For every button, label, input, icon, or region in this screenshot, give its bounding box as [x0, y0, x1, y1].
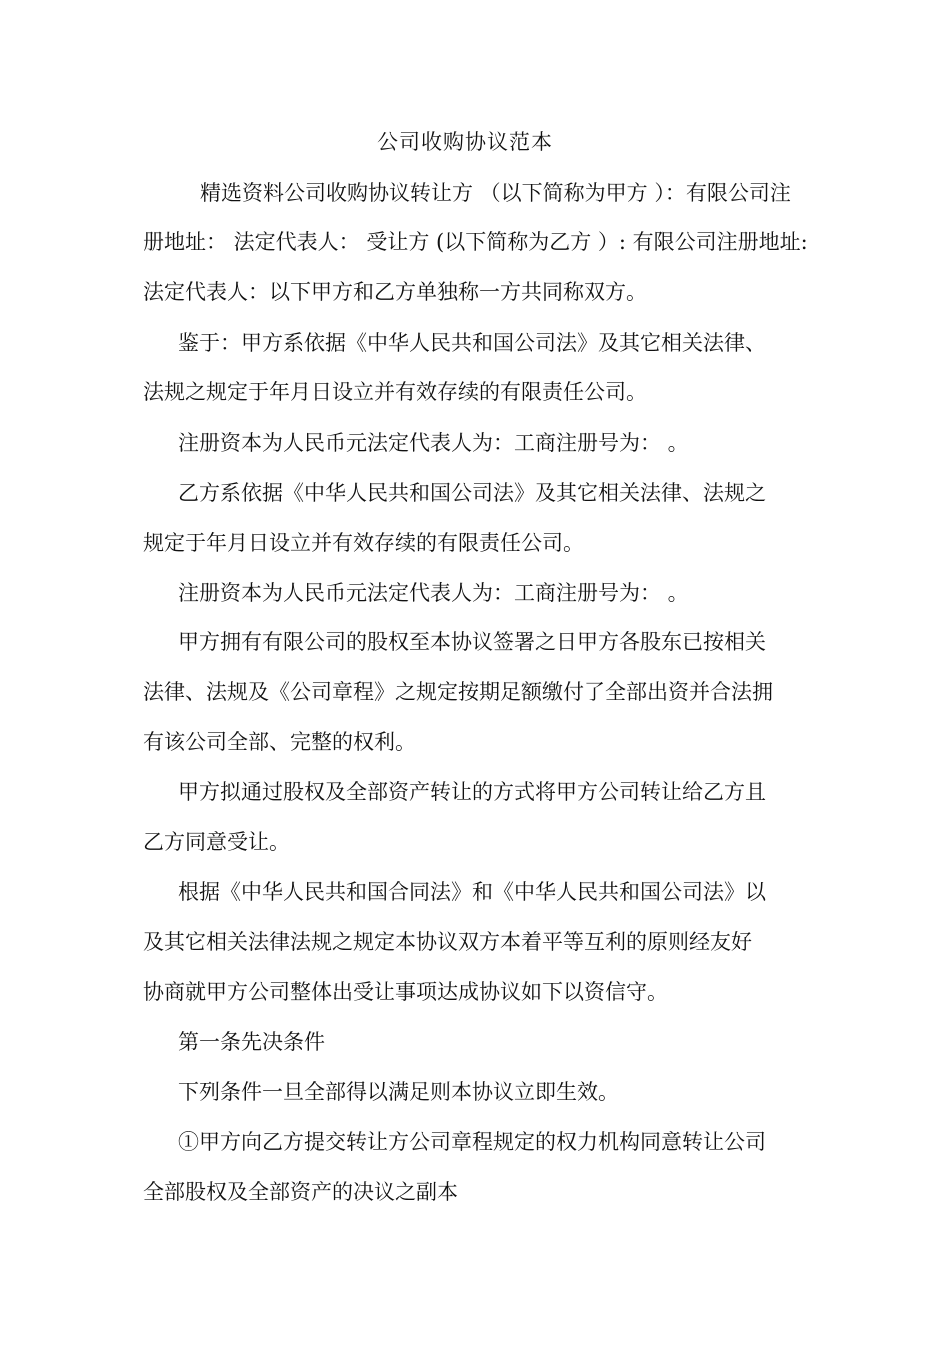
paragraph-line: 甲方拟通过股权及全部资产转让的方式将甲方公司转让给乙方且	[178, 780, 766, 804]
paragraph-line: 注册资本为人民币元法定代表人为：工商注册号为： 。	[178, 581, 689, 605]
paragraph-line: 鉴于：甲方系依据《中华人民共和国公司法》及其它相关法律、	[178, 331, 766, 355]
paragraph-line: 法定代表人：以下甲方和乙方单独称一方共同称双方。	[143, 280, 647, 304]
paragraph-line: 规定于年月日设立并有效存续的有限责任公司。	[143, 531, 584, 555]
paragraph-line: 精选资料公司收购协议转让方 （以下简称为甲方 ）：有限公司注	[200, 181, 791, 205]
paragraph-line: 下列条件一旦全部得以满足则本协议立即生效。	[178, 1080, 619, 1104]
paragraph-line: 全部股权及全部资产的决议之副本	[143, 1180, 458, 1204]
paragraph-line: 法律、法规及《公司章程》之规定按期足额缴付了全部出资并合法拥	[143, 680, 773, 704]
paragraph-line: 根据《中华人民共和国合同法》和《中华人民共和国公司法》以	[178, 880, 766, 904]
paragraph-line: 及其它相关法律法规之规定本协议双方本着平等互利的原则经友好	[143, 930, 752, 954]
paragraph-line: 乙方同意受让。	[143, 830, 290, 854]
document-title: 公司收购协议范本	[377, 130, 553, 154]
paragraph-line: 注册资本为人民币元法定代表人为：工商注册号为： 。	[178, 431, 689, 455]
paragraph-line: 甲方拥有有限公司的股权至本协议签署之日甲方各股东已按相关	[178, 630, 766, 654]
section-heading: 第一条先决条件	[178, 1030, 325, 1054]
paragraph-line: 法规之规定于年月日设立并有效存续的有限责任公司。	[143, 380, 647, 404]
paragraph-line: 册地址： 法定代表人： 受让方 (以下简称为乙方 ）: 有限公司注册地址:	[143, 230, 808, 254]
paragraph-line: 乙方系依据《中华人民共和国公司法》及其它相关法律、法规之	[178, 481, 766, 505]
paragraph-line: ①甲方向乙方提交转让方公司章程规定的权力机构同意转让公司	[178, 1130, 766, 1154]
paragraph-line: 有该公司全部、完整的权利。	[143, 730, 416, 754]
paragraph-line: 协商就甲方公司整体出受让事项达成协议如下以资信守。	[143, 980, 668, 1004]
